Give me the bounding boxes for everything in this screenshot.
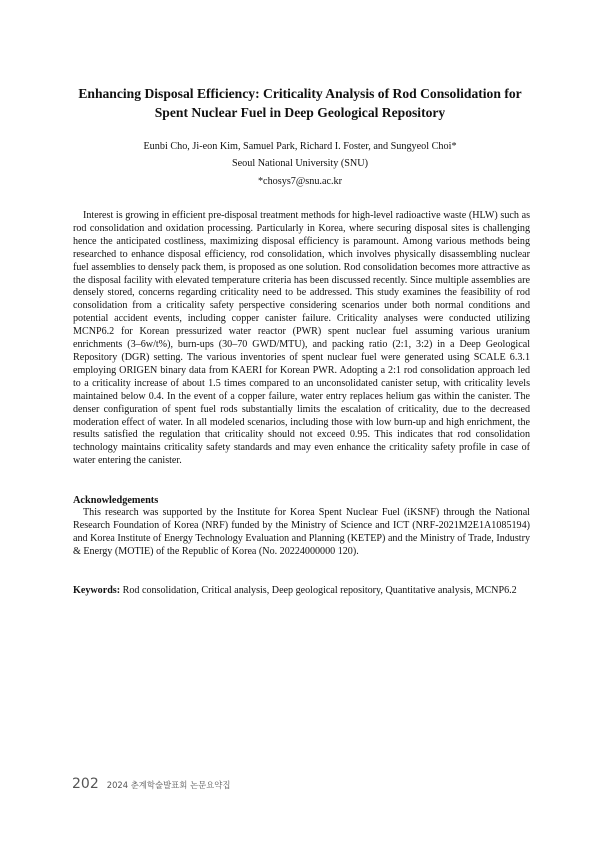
acknowledgements-text: This research was supported by the Institute for Korea Spent Nuclear Fuel (iKSNF) through the National Research Foundation of Korea (NRF) funded by the Ministry of Science and ICT (NRF-2021M2E1A1085194) and Korea Institute of Energy Technology Evaluation and Planning (KETEP) and the Ministry of Trade, Industry & Energy (MOTIE) of the Republic of Korea (No. 20224000000 120).: [73, 507, 530, 557]
keywords: [73, 584, 530, 597]
page-number: 202: [72, 776, 99, 792]
affiliation: Seoul National University (SNU): [231, 158, 369, 169]
title-line-1: Enhancing Disposal Efficiency: Criticality Analysis of Rod Consolidation for: [78, 86, 522, 101]
acknowledgements-heading: Acknowledgements: [73, 495, 159, 506]
journal-name: 2024 춘계학술발표회 논문요약집: [106, 780, 231, 790]
abstract-text: Interest is growing in efficient pre-disposal treatment methods for high-level radioactive waste (HLW) such as rod consolidation and oxidation processing. Particularly in Korea, where securing disposal sites is challenging hence the anticipated costliness, maximizing disposal efficiency is paramount. Among various methods being researched to enhance disposal efficiency, rod consolidation, which involves physically disassembling nuclear fuel assemblies to densely pack them, is proposed as one solution. Rod consolidation becomes more attractive as the disposal facility with elevated temperature criteria has been discussed recently. Since multiple assemblies are densely stored, concerns regarding criticality need to be addressed. This study examines the feasibility of rod consolidation from a criticality safety perspective considering scenarios under both normal conditions and potential accident events, including copper canister failure. Criticality analyses were conducted utilizing MCNP6.2 for Korean pressurized water reactor (PWR) spent nuclear fuel assuming various uranium enrichments (3–6w/t%), burn-ups (30–70 GWD/MTU), and packing ratio (2:1, 3:2) in a Deep Geological Repository (DGR) setting. The various inventories of spent nuclear fuel were generated using SCALE 6.3.1 employing ORIGEN binary data from KAERI for Korean PWR. Adopting a 2:1 rod consolidation approach led to a criticality increase of about 1.5 times compared to an unconsolidated canister setup, with criticality levels maintained below 0.4. In the event of a copper failure, water entry replaces helium gas within the canister. The denser configuration of spent fuel rods substantially limits the escalation of criticality, due to the decreased moderation effect of water. In all modeled scenarios, including those with low burn-up and high enrichment, the results satisfied the regulation that criticality should not exceed 0.95. This indicates that rod consolidation technology maintains criticality safety standards and may even enhance the criticality safety profile in case of water entering the canister.: [73, 210, 530, 467]
corresponding-email: *chosys7@snu.ac.kr: [257, 176, 343, 187]
title-line-2: Spent Nuclear Fuel in Deep Geological Repository: [154, 105, 446, 120]
author-list: Eunbi Cho, Ji-eon Kim, Samuel Park, Richard I. Foster, and Sungyeol Choi*: [143, 141, 457, 152]
page-footer: [72, 776, 230, 792]
keywords-label: Keywords:: [73, 585, 121, 596]
paper-title: [70, 84, 530, 122]
keywords-text: Rod consolidation, Critical analysis, Deep geological repository, Quantitative analysis, MCNP6.2: [120, 585, 517, 596]
